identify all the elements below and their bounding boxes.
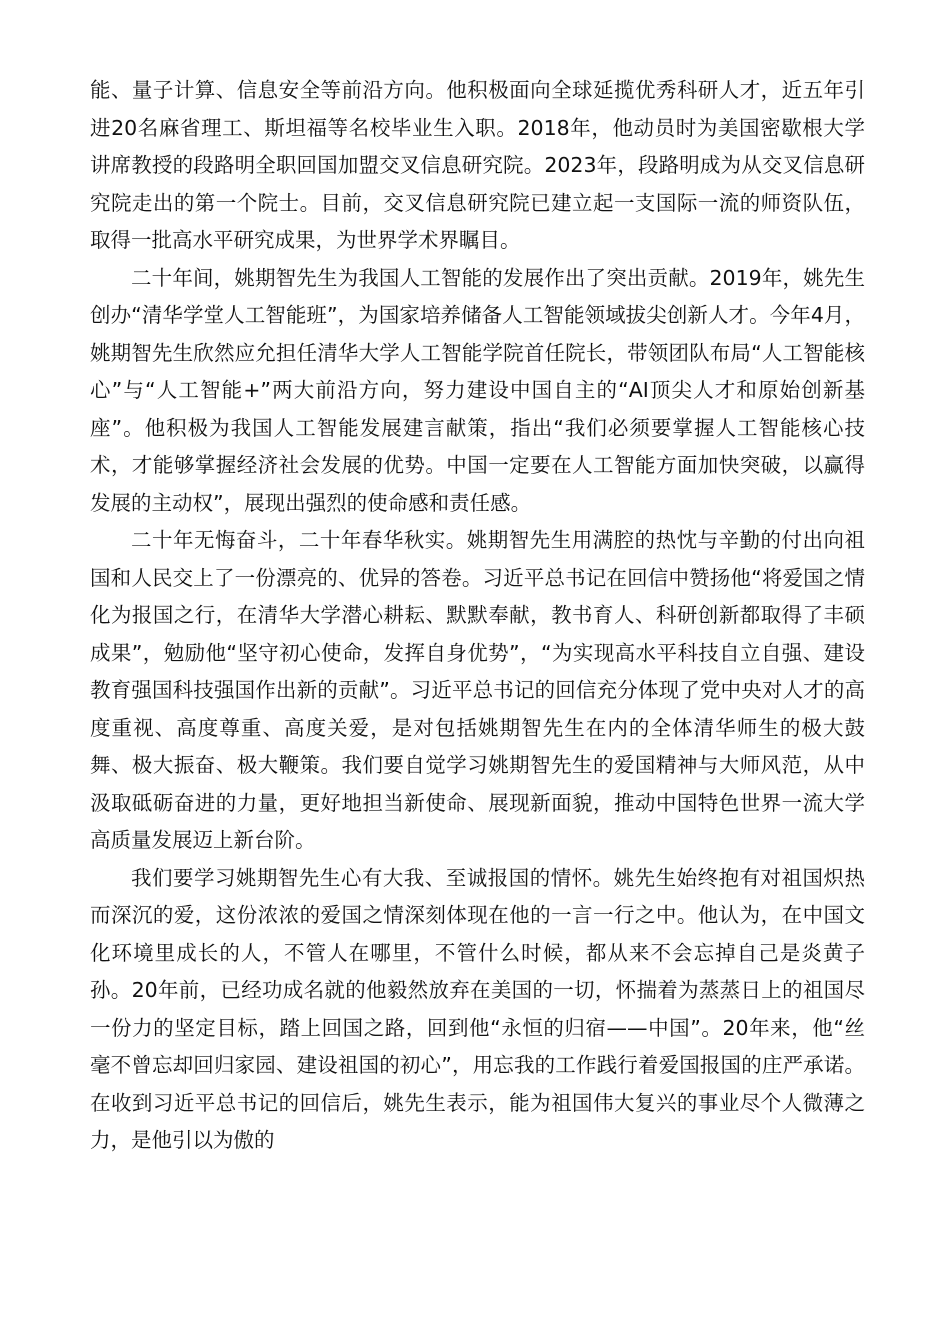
paragraph-1: 能、量子计算、信息安全等前沿方向。他积极面向全球延揽优秀科研人才，近五年引进20名麻省理工、斯坦福等名校毕业生入职。2018年，他动员时为美国密歇根大学讲席教授的段路明全职回国加盟交叉信息研究院。2023年，段路明成为从交叉信息研究院走出的第一个院士。目前，交叉信息研究院已建立起一支国际一流的师资队伍，取得一批高水平研究成果，为世界学术界瞩目。	[90, 78, 865, 252]
paragraph-3: 二十年无悔奋斗，二十年春华秋实。姚期智先生用满腔的热忱与辛勤的付出向祖国和人民交上了一份漂亮的、优异的答卷。习近平总书记在回信中赞扬他“将爱国之情化为报国之行，在清华大学潜心耕耘、默默奉献，教书育人、科研创新都取得了丰硕成果”，勉励他“坚守初心使命，发挥自身优势”，“为实现高水平科技自立自强、建设教育强国科技强国作出新的贡献”。习近平总书记的回信充分体现了党中央对人才的高度重视、高度尊重、高度关爱，是对包括姚期智先生在内的全体清华师生的极大鼓舞、极大振奋、极大鞭策。我们要自觉学习姚期智先生的爱国精神与大师风范，从中汲取砥砺奋进的力量，更好地担当新使命、展现新面貌，推动中国特色世界一流大学高质量发展迈上新台阶。	[90, 528, 865, 852]
paragraph-2: 二十年间，姚期智先生为我国人工智能的发展作出了突出贡献。2019年，姚先生创办“清华学堂人工智能班”，为国家培养储备人工智能领域拔尖创新人才。今年4月，姚期智先生欣然应允担任清华大学人工智能学院首任院长，带领团队布局“人工智能核心”与“人工智能+”两大前沿方向，努力建设中国自主的“AI顶尖人才和原始创新基座”。他积极为我国人工智能发展建言献策，指出“我们必须要掌握人工智能核心技术，才能够掌握经济社会发展的优势。中国一定要在人工智能方面加快突破，以赢得发展的主动权”，展现出强烈的使命感和责任感。	[90, 265, 865, 515]
paragraph-4: 我们要学习姚期智先生心有大我、至诚报国的情怀。姚先生始终抱有对祖国炽热而深沉的爱，这份浓浓的爱国之情深刻体现在他的一言一行之中。他认为，在中国文化环境里成长的人，不管人在哪里，不管什么时候，都从来不会忘掉自己是炎黄子孙。20年前，已经功成名就的他毅然放弃在美国的一切，怀揣着为蒸蒸日上的祖国尽一份力的坚定目标，踏上回国之路，回到他“永恒的归宿——中国”。20年来，他“丝毫不曾忘却回归家园、建设祖国的初心”，用忘我的工作践行着爱国报国的庄严承诺。在收到习近平总书记的回信后，姚先生表示，能为祖国伟大复兴的事业尽个人微薄之力，是他引以为傲的	[90, 865, 865, 1152]
document-page	[90, 72, 865, 1160]
